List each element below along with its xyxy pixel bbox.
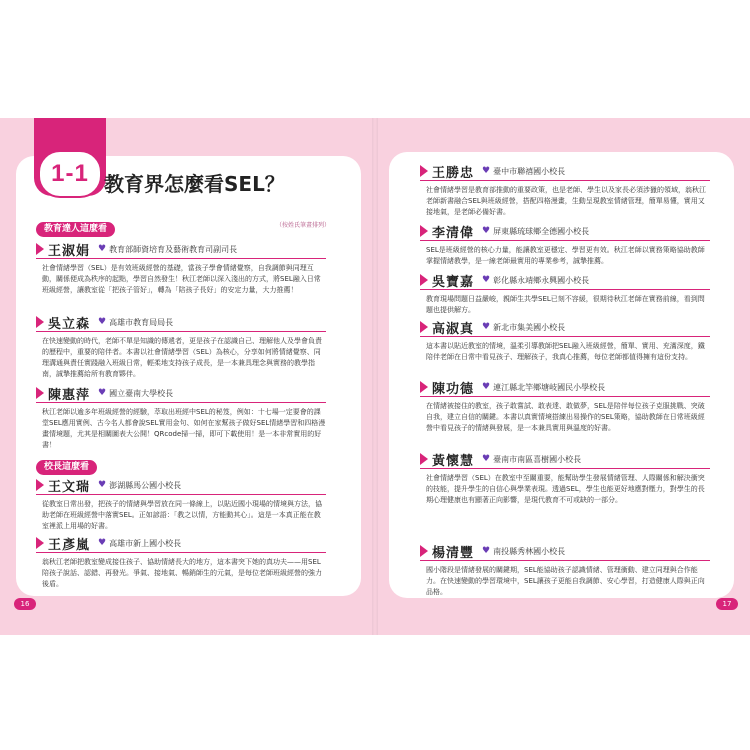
endorser-role: 高雄市新上國小校長 xyxy=(109,538,182,548)
endorser-role: 臺中市聯禧國小校長 xyxy=(493,166,566,176)
endorsement-text: 社會情緒學習（SEL）在教室中至關重要，能幫助學生發展情緒管理、人際關係和解決衝突的技能，提升學生的自信心與學業表現。透過SEL，學生也能更好地應對壓力，對學生的長期心理健康也有顯著正向影響，是現代教育不可或缺的一部分。 xyxy=(426,474,705,504)
endorsement-text: 從教室日常出發，把孩子的情緒與學習放在同一條線上，以貼近國小現場的情境與方法，協助老師在班級經營中落實SEL。正如諺語：「教之以情，方能動其心」。這是一本真正能在教室裡派上用場的好書。 xyxy=(42,500,322,530)
arrow-bullet-icon xyxy=(420,225,428,237)
endorser-line xyxy=(36,384,326,403)
endorser-line xyxy=(36,240,326,259)
endorser-line xyxy=(420,450,710,469)
endorser-line xyxy=(420,378,710,397)
arrow-bullet-icon xyxy=(36,243,44,255)
heart-icon: ♥ xyxy=(482,275,491,285)
arrow-bullet-icon xyxy=(36,479,44,491)
endorser-name: 李清偉 xyxy=(432,225,475,241)
endorsement-text: 教育現場問題日益嚴峻，親師生共學SEL已刻不容緩，很期待秋江老師在實務前線，看到問題也提供解方。 xyxy=(426,295,705,314)
heart-icon: ♥ xyxy=(98,388,107,398)
endorsement-entry xyxy=(36,313,326,380)
endorser-name: 陳功德 xyxy=(432,381,475,397)
endorser-role: 教育部師資培育及藝術教育司副司長 xyxy=(109,244,238,254)
heart-icon: ♥ xyxy=(98,317,107,327)
heart-icon: ♥ xyxy=(482,546,491,556)
heart-icon: ♥ xyxy=(482,382,491,392)
endorsement-entry xyxy=(420,378,710,434)
endorser-name: 吳寶嘉 xyxy=(432,274,475,290)
endorser-line xyxy=(420,542,710,561)
heart-icon: ♥ xyxy=(482,322,491,332)
endorser-role: 新北市集美國小校長 xyxy=(493,322,566,332)
chapter-title: 教育界怎麼看SEL？ xyxy=(104,172,285,196)
sort-note: （按姓氏筆畫排列） xyxy=(276,222,331,229)
heart-icon: ♥ xyxy=(98,244,107,254)
arrow-bullet-icon xyxy=(420,381,428,393)
endorsement-entry xyxy=(420,542,710,598)
endorser-role: 屏東縣琉球鄉全德國小校長 xyxy=(493,226,590,236)
chapter-badge xyxy=(38,150,102,198)
endorser-line xyxy=(420,162,710,181)
endorsement-text: 這本書以貼近教室的情境，溫柔引導教師把SEL融入班級經營，簡單、實用、充滿深度，鐵陪伴老師在日常中看見孩子、理解孩子，我真心推薦，每位老師都值得擁有這份支持。 xyxy=(426,342,705,361)
endorser-role: 彰化縣永靖鄉永興國小校長 xyxy=(493,275,590,285)
section-experts-heading: 教育達人這麼看 xyxy=(36,222,115,237)
endorser-line xyxy=(36,313,326,332)
endorser-role: 國立臺南大學校長 xyxy=(109,388,174,398)
endorser-role: 南投縣秀林國小校長 xyxy=(493,546,566,556)
endorsement-text: SEL是班級經營的核心力量，能讓教室更穩定、學習更有效。秋江老師以實務策略協助教師掌握情緒教學，是一線老師最實用的專業參考，誠摯推薦。 xyxy=(426,246,705,265)
endorsement-entry xyxy=(36,240,326,296)
endorsement-text: 翁秋江老師把教室變成接住孩子、協助情緒長大的地方，這本書突下她的真功夫——用SEL陪孩子說話、認錯、再發光。爭氣、接地氣、暢銷師生的元氣，是每位老師班級經營的強力後盾。 xyxy=(42,558,322,588)
heart-icon: ♥ xyxy=(482,454,491,464)
page-fold xyxy=(372,118,378,635)
heart-icon: ♥ xyxy=(482,166,491,176)
endorser-name: 王淑娟 xyxy=(48,243,91,259)
endorsement-text: 在情緒被接住的教室，孩子敢嘗試、敢表達、敢做夢，SEL是陪伴每位孩子克服挑戰、突破自我，建立自信的關鍵。本書以真實情境搭練出易操作的SEL策略，協助教師在日常班級經營中看見孩子的情緒與發展，是一本兼具實用與溫度的好書。 xyxy=(426,402,705,432)
right-page-card xyxy=(389,152,734,598)
endorser-name: 陳惠萍 xyxy=(48,387,91,403)
endorsement-entry xyxy=(420,271,710,316)
heart-icon: ♥ xyxy=(98,538,107,548)
endorsement-entry xyxy=(420,450,710,506)
endorser-name: 高淑真 xyxy=(432,321,475,337)
endorser-line xyxy=(420,222,710,241)
endorser-name: 王文瑞 xyxy=(48,479,91,495)
endorsement-entry xyxy=(420,222,710,267)
endorsement-entry xyxy=(36,384,326,451)
endorsement-text: 社會情緒學習（SEL）是有效班級經營的基礎，當孩子學會情緒覺察，自我調節與同理互動，關係便成為秩序的起點，學習自然發生！秋江老師以深入淺出的方式，將SEL融入日常班級經營，讓教室從「把孩子管好」，轉為「陪孩子長好」的安定力量，大力推薦！ xyxy=(42,264,321,294)
arrow-bullet-icon xyxy=(420,321,428,333)
endorsement-entry xyxy=(420,318,710,363)
arrow-bullet-icon xyxy=(420,165,428,177)
endorsement-entry xyxy=(36,534,326,590)
endorsement-text: 社會情緒學習是教育部推動的重要政策，也是老師、學生以及家長必須涉獵的領域，翁秋江老師新書融合SEL與班級經營，搭配四格漫畫，生動呈現教室情緒管理，簡單易懂，實用又接地氣，是老師必備好書。 xyxy=(426,186,706,216)
endorser-line xyxy=(36,534,326,553)
page-number-left: 16 xyxy=(14,598,36,610)
endorser-name: 王彥嵐 xyxy=(48,537,91,553)
heart-icon: ♥ xyxy=(482,226,491,236)
endorsement-text: 在快速變動的時代，老師不單是知識的傳遞者，更是孩子在認識自己、理解他人及學會負責的歷程中，重要的陪伴者。本書以社會情緒學習（SEL）為核心，分享如何將情緒覺察、同理溝通與責任實踐融入班級日常，輕柔地支持孩子成長，是一本兼具理念與實務的教學指南，誠摯推薦給所有教育夥伴。 xyxy=(42,337,322,378)
endorser-name: 黃懷慧 xyxy=(432,453,475,469)
endorsement-entry xyxy=(36,476,326,532)
arrow-bullet-icon xyxy=(420,453,428,465)
endorsement-text: 秋江老師以逾多年班級經營的經驗，萃取出班經中SEL的秘笈，例如：十七場一定要會的課堂SEL應用實例、古今名人都會說SEL實用金句、如何在家幫孩子做好SEL情緒學習和四格漫畫情境題，尤其是相關圖表大公開！QRcode掃一掃，即可下載使用！是一本非常實用的好書！ xyxy=(42,408,326,449)
arrow-bullet-icon xyxy=(36,316,44,328)
endorser-name: 楊清豐 xyxy=(432,545,475,561)
endorser-role: 澎湖縣馬公國小校長 xyxy=(109,480,182,490)
endorser-name: 王勝忠 xyxy=(432,165,475,181)
endorser-role: 連江縣北竿鄉塘岐國民小學校長 xyxy=(493,382,606,392)
endorser-role: 臺南市南區喜樹國小校長 xyxy=(493,454,582,464)
arrow-bullet-icon xyxy=(36,537,44,549)
endorsement-text: 國小階段是情緒發展的關鍵期，SEL能協助孩子認識情緒、管理衝動、建立同理與合作能力。在快速變動的學習環境中，SEL讓孩子更能自我調節、安心學習，打造健康人際與正向品格。 xyxy=(426,566,705,596)
endorsement-entry xyxy=(420,162,710,218)
chapter-number: 1-1 xyxy=(51,160,89,187)
section-principals-heading: 校長這麼看 xyxy=(36,460,97,475)
endorser-line xyxy=(420,271,710,290)
endorser-line xyxy=(420,318,710,337)
arrow-bullet-icon xyxy=(420,545,428,557)
arrow-bullet-icon xyxy=(36,387,44,399)
endorser-name: 吳立森 xyxy=(48,316,91,332)
endorser-line xyxy=(36,476,326,495)
page-number-right: 17 xyxy=(716,598,738,610)
heart-icon: ♥ xyxy=(98,480,107,490)
endorser-role: 高雄市教育局局長 xyxy=(109,317,174,327)
arrow-bullet-icon xyxy=(420,274,428,286)
